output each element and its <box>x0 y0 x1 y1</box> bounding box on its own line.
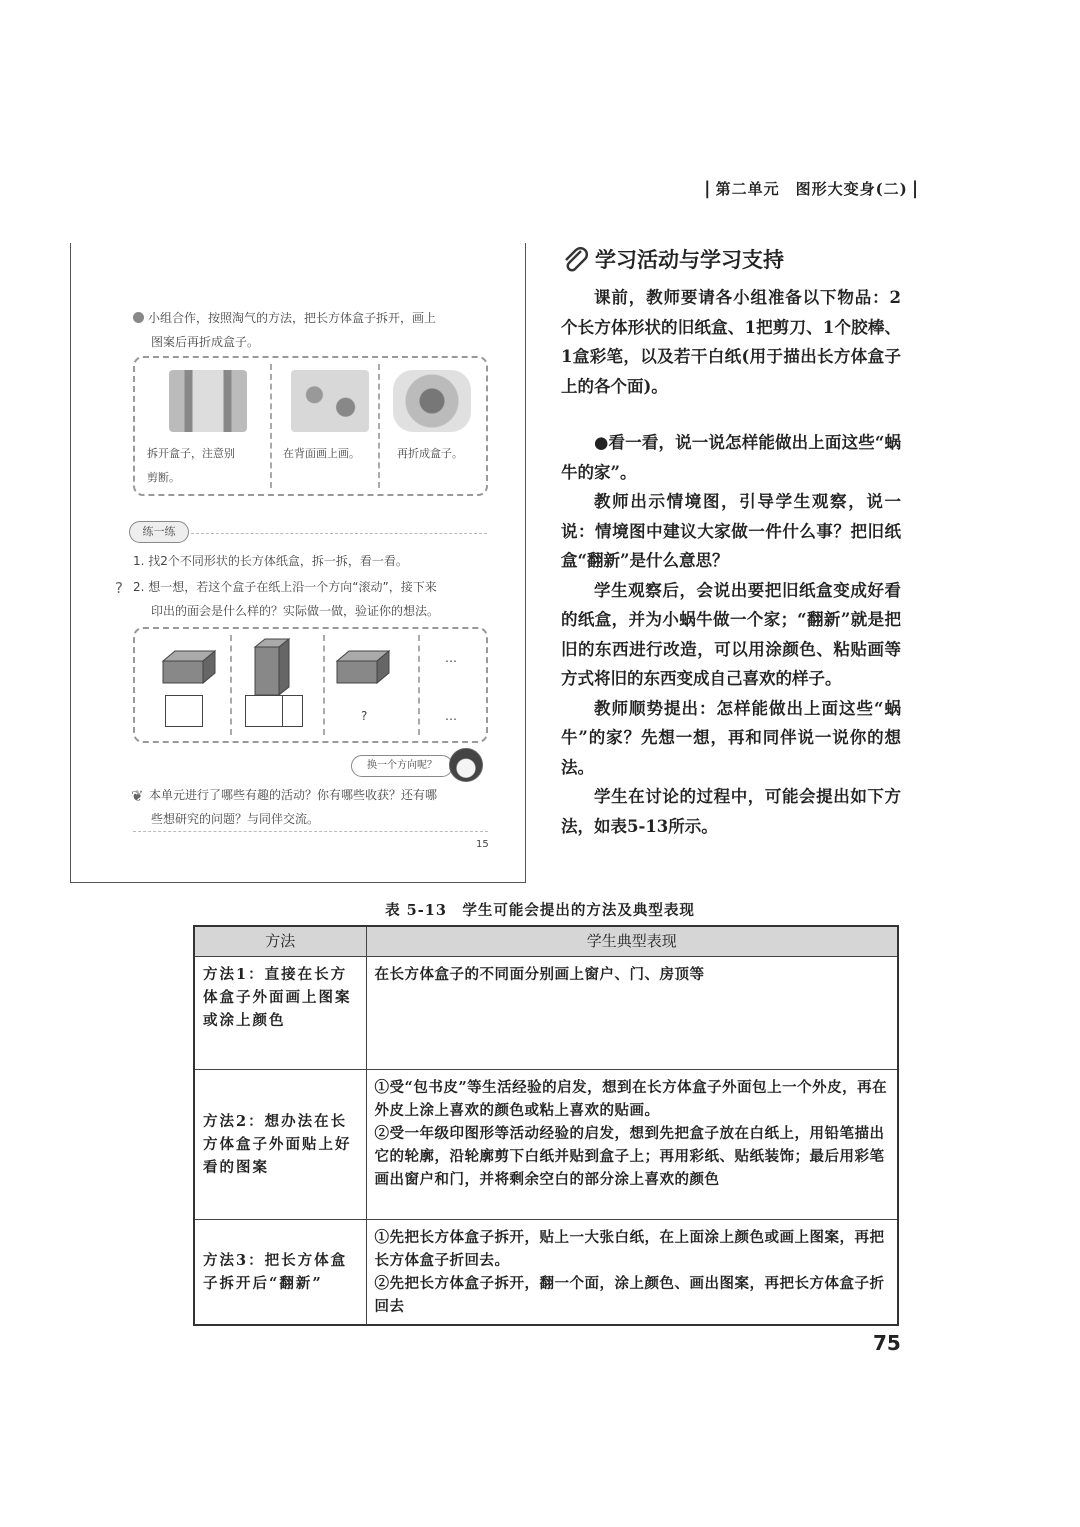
step-caption-2: 在背面画上画。 <box>283 447 360 460</box>
running-header: | 第二单元 图形大变身(二) | <box>704 178 920 199</box>
step-caption-1: 拆开盒子，注意别 剪断。 <box>147 447 235 484</box>
intro-line-1: 小组合作，按照淘气的方法，把长方体盒子拆开，画上 <box>133 306 533 330</box>
textbook-page-image <box>70 243 526 883</box>
table-row <box>194 957 898 1070</box>
section-title: 学习活动与学习支持 <box>561 243 901 277</box>
paragraph-2: ●看一看，说一说怎样能做出上面这些“蜗牛的家”。 <box>561 433 901 482</box>
think-icon: ? <box>115 579 123 597</box>
speech-bubble: 换一个方向呢？ <box>351 755 453 777</box>
method-cell: 方法2：想办法在长方体盒子外面贴上好看的图案 <box>194 1070 366 1220</box>
detail-cell: 在长方体盒子的不同面分别画上窗户、门、房顶等 <box>366 957 898 1070</box>
painted-net-image <box>291 370 369 432</box>
table-row <box>194 1070 898 1220</box>
paragraph-4: 学生观察后，会说出要把旧纸盒变成好看的纸盒，并为小蜗牛做一个家；“翻新”就是把旧的东西进行改造，可以用涂颜色、粘贴画等方式将旧的东西变成自己喜欢的样子。 <box>561 580 901 688</box>
ellipsis-top: … <box>445 651 457 665</box>
steps-panel <box>133 356 488 496</box>
question-2-line-1: 2. 想一想，若这个盒子在纸上沿一个方向“滚动”，接下来 <box>133 580 437 594</box>
unfolded-box-image <box>169 370 247 432</box>
ellipsis-bottom: … <box>445 709 457 723</box>
reflect-line-1: 本单元进行了哪些有趣的活动？你有哪些收获？还有哪 <box>149 788 438 802</box>
paragraph-1: 课前，教师要请各小组准备以下物品：2个长方体形状的旧纸盒、1把剪刀、1个胶棒、1盒彩笔，以及若干白纸(用于描出长方体盒子上的各个面)。 <box>561 288 901 396</box>
question-mark: ? <box>361 709 368 723</box>
header-method: 方法 <box>194 926 366 957</box>
method-cell: 方法3：把长方体盒子拆开后“翻新” <box>194 1220 366 1326</box>
paragraph-5: 教师顺势提出：怎样能做出上面这些“蜗牛”的家？先想一想，再和同伴说一说你的想法。 <box>561 698 901 777</box>
textbook-page-number: 15 <box>476 839 489 850</box>
method-cell: 方法1：直接在长方体盒子外面画上图案或涂上颜色 <box>194 957 366 1070</box>
footprint-icon: ❦ <box>131 787 144 805</box>
intro-line-2: 图案后再折成盒子。 <box>151 335 260 349</box>
page-number: 75 <box>873 1331 901 1355</box>
question-2-line-2: 印出的面会是什么样的？实际做一做，验证你的想法。 <box>151 604 440 618</box>
face-print-2 <box>245 695 303 727</box>
bullet-icon <box>133 312 144 323</box>
folded-box-image <box>393 370 471 432</box>
box-rolled-icon <box>335 649 391 685</box>
paperclip-icon <box>561 247 591 273</box>
paragraph-6: 学生在讨论的过程中，可能会提出如下方法，如表5-13所示。 <box>561 787 901 836</box>
question-1: 1. 找2个不同形状的长方体纸盒，拆一拆，看一看。 <box>133 554 408 568</box>
box-upright-icon <box>253 637 291 697</box>
header-text: 第二单元 图形大变身(二) <box>715 180 908 198</box>
reflect-line-2: 些想研究的问题？与同伴交流。 <box>151 812 320 826</box>
detail-cell: ①受“包书皮”等生活经验的启发，想到在长方体盒子外面包上一个外皮，再在外皮上涂上喜欢的颜色或粘上喜欢的贴画。 ②受一年级印图形等活动经验的启发，想到先把盒子放在白纸上，用铅笔描出它的轮廓，沿轮廓剪下白纸并贴到盒子上；再用彩纸、贴纸装饰；最后用彩笔画出窗户和门，并将剩余空白的部分涂上喜欢的颜色 <box>366 1070 898 1220</box>
girl-avatar <box>449 748 483 782</box>
step-caption-3: 再折成盒子。 <box>397 447 463 460</box>
box-flat-icon <box>161 649 217 685</box>
methods-table <box>193 925 899 1326</box>
table-caption: 表 5-13 学生可能会提出的方法及典型表现 <box>385 902 695 919</box>
header-detail: 学生典型表现 <box>366 926 898 957</box>
paragraph-3: 教师出示情境图，引导学生观察，说一说：情境图中建议大家做一件什么事？把旧纸盒“翻新”是什么意思？ <box>561 492 901 570</box>
face-print-1 <box>165 695 203 727</box>
table-header-row <box>194 926 898 957</box>
table-row <box>194 1220 898 1326</box>
practice-label: 练一练 <box>129 521 189 543</box>
detail-cell: ①先把长方体盒子拆开，贴上一大张白纸，在上面涂上颜色或画上图案，再把长方体盒子折回去。 ②先把长方体盒子拆开，翻一个面，涂上颜色、画出图案，再把长方体盒子折回去 <box>366 1220 898 1326</box>
rolling-panel <box>133 627 488 743</box>
right-column <box>561 243 901 841</box>
